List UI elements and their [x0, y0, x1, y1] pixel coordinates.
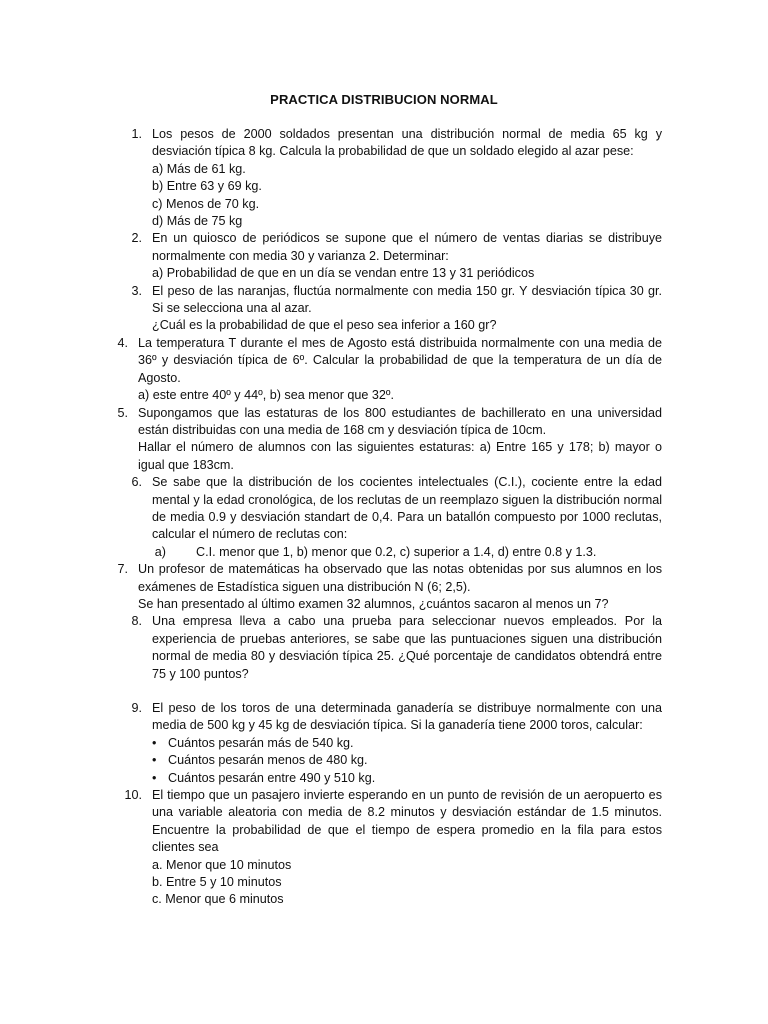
exercise-text: La temperatura T durante el mes de Agosto está distribuida normalmente con una media de 36º y desviación típica de 6º. Calcular la probabilidad de que la temperatura de un día de Agosto.	[138, 335, 662, 385]
exercise-4	[106, 335, 662, 405]
exercise-8	[106, 613, 662, 683]
exercise-number: 9.	[131, 701, 142, 715]
exercise-subitem: c. Menor que 6 minutos	[152, 892, 284, 907]
exercise-text-continued: Se han presentado al último examen 32 alumnos, ¿cuántos sacaron al menos un 7?	[138, 596, 609, 611]
exercise-subitem	[152, 544, 662, 561]
exercise-number: 6.	[131, 475, 142, 490]
exercise-text: El peso de los toros de una determinada ganadería se distribuye normalmente con una media de 500 kg y 45 kg de desviación típica. Si la ganadería tiene 2000 toros, calcular:	[152, 701, 662, 733]
exercise-text: Supongamos que las estaturas de los 800 estudiantes de bachillerato en una universidad están distribuidas con una media de 168 cm y desviación típica de 10cm.	[138, 405, 662, 437]
subitem-text: C.I. menor que 1, b) menor que 0.2, c) superior a 1.4, d) entre 0.8 y 1.3.	[196, 544, 597, 559]
subitem-label: a)	[154, 544, 166, 559]
bullet-text: Cuántos pesarán menos de 480 kg.	[168, 753, 368, 768]
exercise-text: En un quiosco de periódicos se supone que el número de ventas diarias se distribuye normalmente con media 30 y varianza 2. Determinar:	[152, 231, 662, 263]
exercise-subitem: d) Más de 75 kg	[152, 214, 243, 229]
exercise-number: 2.	[131, 231, 142, 246]
exercise-subitem: c) Menos de 70 kg.	[152, 196, 260, 211]
exercise-number: 7.	[117, 562, 128, 577]
exercise-10	[106, 787, 662, 909]
exercise-5	[106, 405, 662, 475]
bullet-item	[152, 770, 662, 787]
page-title: PRACTICA DISTRIBUCION NORMAL	[270, 92, 498, 107]
exercise-number: 10.	[124, 788, 142, 803]
exercise-number: 4.	[117, 335, 128, 350]
bullet-marker: •	[152, 753, 157, 768]
exercise-1	[106, 126, 662, 230]
bullet-marker: •	[152, 770, 157, 785]
exercise-subitem: b. Entre 5 y 10 minutos	[152, 875, 282, 890]
exercise-text: El tiempo que un pasajero invierte esperando en un punto de revisión de un aeropuerto es una variable aleatoria con media de 8.2 minutos y desviación estándar de 1.5 minutos. Encuentre la probabilidad de que el tiempo de espera promedio en la fila para estos clientes sea	[152, 788, 662, 855]
bullet-item	[152, 752, 662, 769]
exercise-7	[106, 561, 662, 613]
exercise-6	[106, 474, 662, 561]
bullet-text: Cuántos pesarán entre 490 y 510 kg.	[168, 770, 376, 785]
exercise-3	[106, 283, 662, 335]
exercise-9	[106, 700, 662, 787]
exercise-subitem: b) Entre 63 y 69 kg.	[152, 179, 262, 194]
exercise-subitem: a) Más de 61 kg.	[152, 161, 246, 176]
exercise-text: Los pesos de 2000 soldados presentan una distribución normal de media 65 kg y desviación típica 8 kg. Calcula la probabilidad de que un soldado elegido al azar pese:	[152, 127, 662, 159]
exercise-text: Un profesor de matemáticas ha observado que las notas obtenidas por sus alumnos en los exámenes de Estadística siguen una distribución N (6; 2,5).	[138, 562, 662, 594]
bullet-text: Cuántos pesarán más de 540 kg.	[168, 735, 354, 750]
exercise-subitem: a. Menor que 10 minutos	[152, 857, 292, 872]
exercise-text-continued: Hallar el número de alumnos con las siguientes estaturas: a) Entre 165 y 178; b) mayor o igual que 183cm.	[138, 440, 662, 472]
exercise-subitem: ¿Cuál es la probabilidad de que el peso sea inferior a 160 gr?	[152, 318, 497, 333]
exercise-text: El peso de las naranjas, fluctúa normalmente con media 150 gr. Y desviación típica 30 gr. Si se selecciona una al azar.	[152, 283, 662, 316]
exercise-subitem: a) Probabilidad de que en un día se vendan entre 13 y 31 periódicos	[152, 266, 535, 281]
exercise-2	[106, 230, 662, 282]
exercise-list	[106, 126, 662, 909]
exercise-number: 5.	[117, 405, 128, 420]
bullet-list	[152, 735, 662, 787]
exercise-number: 3.	[131, 283, 142, 298]
blank-line	[106, 683, 662, 700]
exercise-number: 1.	[131, 127, 142, 141]
exercise-subitem: a) este entre 40º y 44º, b) sea menor que 32º.	[138, 388, 395, 403]
exercise-text: Se sabe que la distribución de los cocientes intelectuales (C.I.), cociente entre la edad mental y la edad cronológica, de los reclutas de un reemplazo siguen la distribución normal de media 0.9 y desviación standart de 0,4. Para un batallón compuesto por 1000 reclutas, calcular el número de reclutas con:	[152, 475, 662, 542]
bullet-item	[152, 735, 662, 752]
exercise-text: Una empresa lleva a cabo una prueba para seleccionar nuevos empleados. Por la experiencia de pruebas anteriores, se sabe que las puntuaciones siguen una distribución normal de media 80 y desviación típica 25. ¿Qué porcentaje de candidatos obtendrá entre 75 y 100 puntos?	[152, 614, 662, 681]
bullet-marker: •	[152, 735, 157, 750]
exercise-number: 8.	[131, 614, 142, 629]
